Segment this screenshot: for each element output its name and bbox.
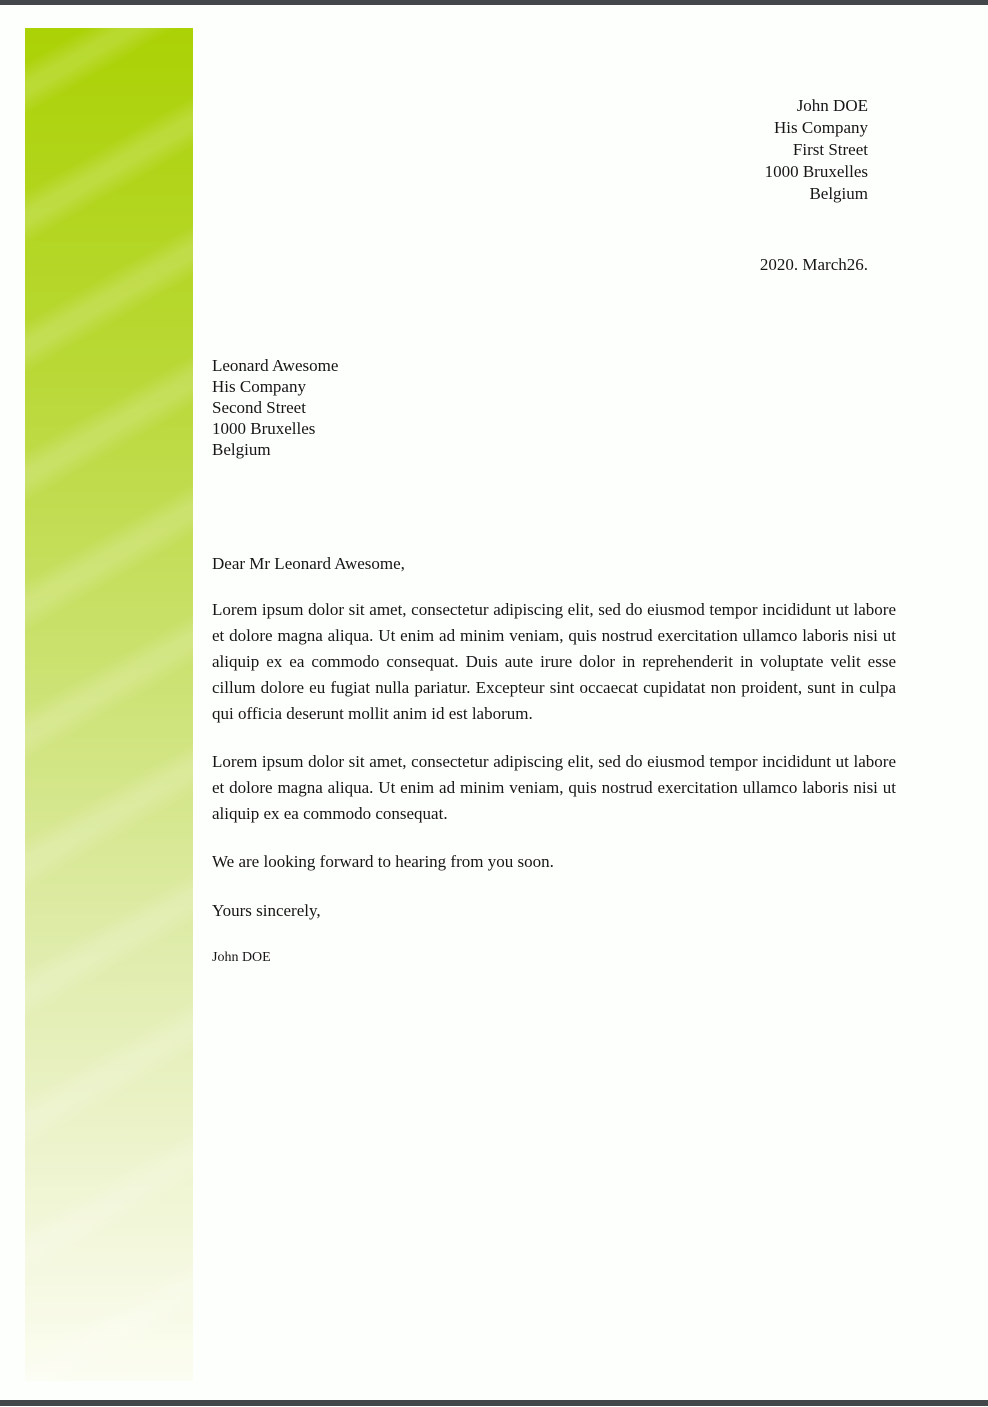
- bottom-rule: [0, 1400, 988, 1406]
- recipient-street: Second Street: [212, 398, 306, 417]
- letter-date: 2020. March26.: [759, 255, 868, 274]
- sender-address-block: [765, 95, 868, 205]
- sender-name: John DOE: [796, 96, 868, 115]
- green-gradient-stripe: [25, 28, 193, 1381]
- sender-country: Belgium: [809, 184, 868, 203]
- recipient-country: Belgium: [212, 440, 271, 459]
- signature-name: John DOE: [212, 950, 271, 965]
- recipient-company: His Company: [212, 377, 306, 396]
- body-paragraph-1: Lorem ipsum dolor sit amet, consectetur adipiscing elit, sed do eiusmod tempor incididunt ut labore et dolore magna aliqua. Ut enim ad minim veniam, quis nostrud exercitation ullamco laboris nisi ut aliquip ex ea commodo consequat. Duis aute irure dolor in reprehenderit in voluptate velit esse cillum dolore eu fugiat nulla pariatur. Excepteur sint occaecat cupidatat non proident, sunt in culpa qui officia deserunt mollit anim id est laborum.: [212, 600, 896, 723]
- letter-body: [212, 551, 896, 968]
- sender-company: His Company: [774, 118, 868, 137]
- salutation: Dear Mr Leonard Awesome,: [212, 554, 405, 573]
- recipient-city: 1000 Bruxelles: [212, 419, 316, 438]
- body-paragraph-2: Lorem ipsum dolor sit amet, consectetur adipiscing elit, sed do eiusmod tempor incididunt ut labore et dolore magna aliqua. Ut enim ad minim veniam, quis nostrud exercitation ullamco laboris nisi ut aliquip ex ea commodo consequat.: [212, 752, 896, 823]
- closing-line: We are looking forward to hearing from you soon.: [212, 852, 554, 871]
- top-rule: [0, 0, 988, 5]
- recipient-name: Leonard Awesome: [212, 356, 339, 375]
- sender-city: 1000 Bruxelles: [764, 162, 868, 181]
- recipient-address-block: [212, 355, 338, 460]
- valediction: Yours sincerely,: [212, 901, 321, 920]
- sender-street: First Street: [792, 140, 868, 159]
